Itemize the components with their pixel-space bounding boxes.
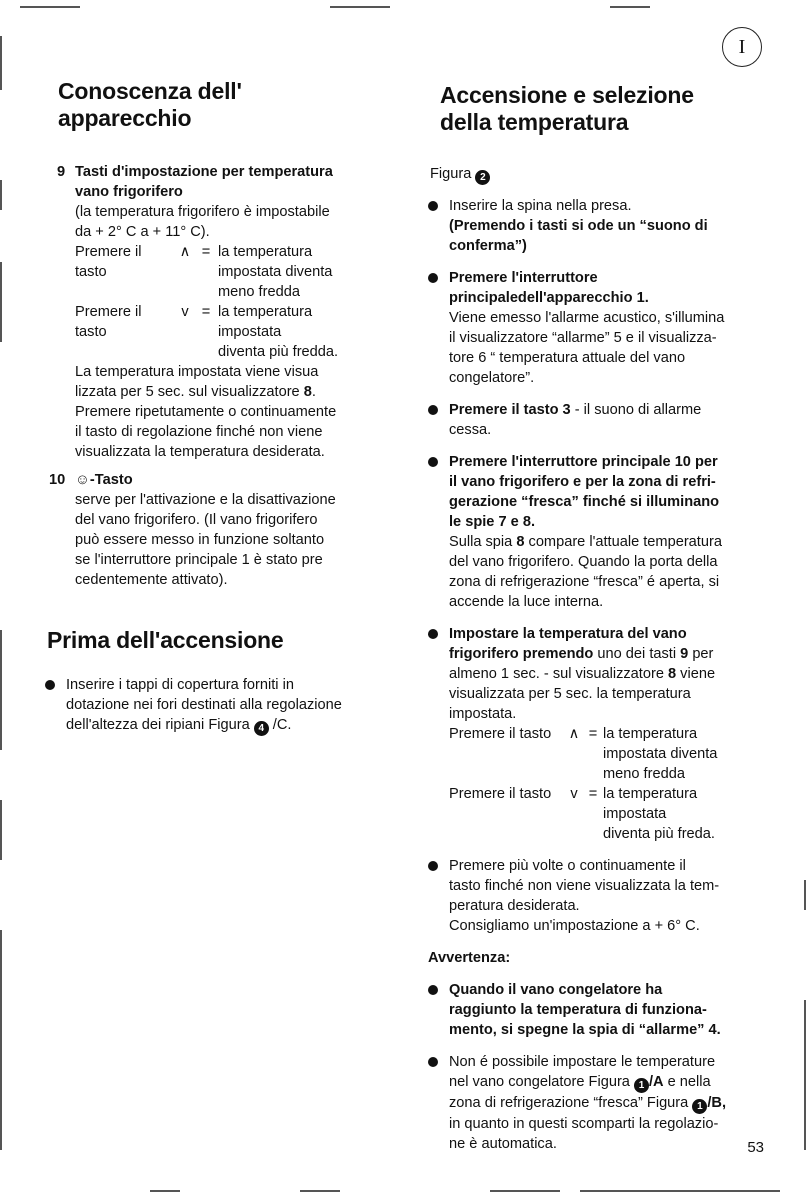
bullet-text: cessa. <box>449 422 492 438</box>
scan-edge-mark <box>0 630 2 750</box>
item-text: serve per l'attivazione e la disattivazione <box>75 492 336 508</box>
bullet-inserire-tappi <box>45 675 395 748</box>
bullet-text: Premere l'interruttore <box>449 270 598 286</box>
item-10 <box>49 470 399 590</box>
bullet-text: mento, si spegne la spia di “allarme” 4. <box>449 1022 721 1038</box>
bullet-text: zona di refrigerazione “fresca” é aperta, si <box>449 574 720 590</box>
item-title: Tasti d'impostazione per temperatura <box>75 164 333 180</box>
bullet-non-possibile <box>428 1052 773 1154</box>
bullet-icon <box>428 629 438 639</box>
result-text: la temperatura <box>603 726 698 742</box>
figure-number-icon: 4 <box>254 721 269 736</box>
item-text: se l'interruttore principale 1 è stato pre <box>75 552 323 568</box>
bullet-text: zona di refrigerazione “fresca” Figura 1 /B, <box>449 1095 726 1112</box>
bullet-impostare-temperatura <box>428 624 773 844</box>
bullet-text: Premere il tasto 3 - il suono di allarme <box>449 402 702 418</box>
press-down-row <box>449 784 773 844</box>
bullet-text: Premere più volte o continuamente il <box>449 858 686 874</box>
item-text: del vano frigorifero. (Il vano frigorifero <box>75 512 318 528</box>
bullet-text: del vano frigorifero. Quando la porta della <box>449 554 718 570</box>
bullet-text: (Premendo i tasti si ode un “suono di <box>449 218 708 234</box>
bullet-text: il visualizzatore “allarme” 5 e il visualizza- <box>449 330 717 346</box>
bullet-icon <box>428 1057 438 1067</box>
bullet-text: dotazione nei fori destinati alla regolazione <box>66 697 342 713</box>
item-text: visualizzata la temperatura desiderata. <box>75 444 325 460</box>
press-label: Premere il tasto <box>75 244 142 280</box>
item-text: cedentemente attivato). <box>75 572 228 588</box>
scan-edge-mark <box>20 6 80 8</box>
scan-edge-mark <box>804 1000 806 1150</box>
bullet-text: Consigliamo un'impostazione a + 6° C. <box>449 918 700 934</box>
item-number: 10 <box>49 472 66 488</box>
scan-edge-mark <box>0 800 2 860</box>
heading-line: della temperatura <box>440 109 629 135</box>
bullet-text: tore 6 “ temperatura attuale del vano <box>449 350 686 366</box>
result-text: meno fredda <box>218 284 300 300</box>
bullet-text: il vano frigorifero e per la zona di refri- <box>449 474 716 490</box>
press-down-row <box>75 302 397 362</box>
equals-sign: = <box>588 726 598 742</box>
bullet-text: frigorifero premendo uno dei tasti 9 per <box>449 646 714 662</box>
bullet-text: Viene emesso l'allarme acustico, s'illumina <box>449 310 725 326</box>
result-text: la temperatura <box>218 244 313 260</box>
bullet-text: accende la luce interna. <box>449 594 604 610</box>
down-key-icon: v <box>181 304 189 320</box>
bullet-premere-piu-volte <box>428 856 773 936</box>
heading-text: Prima dell'accensione <box>47 627 284 653</box>
result-text: meno fredda <box>603 766 685 782</box>
heading-line: apparecchio <box>58 105 192 131</box>
item-title: vano frigorifero <box>75 184 183 200</box>
bullet-text: visualizzata per 5 sec. la temperatura <box>449 686 691 702</box>
bullet-icon <box>45 680 55 690</box>
item-text: (la temperatura frigorifero è impostabile <box>75 204 330 220</box>
press-label: Premere il tasto <box>449 726 552 742</box>
figure-number-icon: 2 <box>475 170 490 185</box>
result-text: diventa più freda. <box>603 826 715 842</box>
figura-reference: Figura 2 <box>430 164 490 185</box>
equals-sign: = <box>588 786 598 802</box>
result-text: impostata diventa <box>603 746 718 762</box>
bullet-icon <box>428 457 438 467</box>
result-text: la temperatura <box>218 304 313 320</box>
up-key-icon: ∧ <box>179 244 191 260</box>
equals-sign: = <box>201 304 211 320</box>
scan-edge-mark <box>0 180 2 210</box>
down-key-icon: v <box>570 786 578 802</box>
result-text: la temperatura <box>603 786 698 802</box>
up-key-icon: ∧ <box>568 726 580 742</box>
bullet-text: conferma”) <box>449 238 527 254</box>
scan-edge-mark <box>610 6 650 8</box>
item-number: 9 <box>57 164 66 180</box>
result-text: impostata <box>603 806 667 822</box>
heading-line: Accensione e selezione <box>440 82 694 108</box>
bullet-text: dell'altezza dei ripiani Figura 4 /C. <box>66 717 292 734</box>
page-number: 53 <box>747 1139 764 1156</box>
bullet-spina <box>428 196 773 256</box>
scan-edge-mark <box>0 36 2 90</box>
item-text: il tasto di regolazione finché non viene <box>75 424 323 440</box>
item-text: da + 2° C a + 11° C). <box>75 224 210 240</box>
press-label: Premere il tasto <box>449 786 552 802</box>
result-text: impostata diventa <box>218 264 333 280</box>
bullet-text: in quanto in questi scomparti la regolazio- <box>449 1116 719 1132</box>
figure-number-icon: 1 <box>692 1099 707 1114</box>
bullet-text: Inserire i tappi di copertura forniti in <box>66 677 294 693</box>
right-bullets <box>428 196 773 1166</box>
bullet-text: raggiunto la temperatura di funziona- <box>449 1002 707 1018</box>
bullet-text: Non é possibile impostare le temperature <box>449 1054 716 1070</box>
scan-edge-mark <box>0 930 2 1150</box>
item-text: lizzata per 5 sec. sul visualizzatore 8. <box>75 384 316 400</box>
bullet-text: nel vano congelatore Figura 1 /A e nella <box>449 1074 711 1091</box>
item-text: La temperatura impostata viene visua <box>75 364 319 380</box>
bullet-icon <box>428 861 438 871</box>
bullet-icon <box>428 405 438 415</box>
equals-sign: = <box>201 244 211 260</box>
bullet-text: principaledell'apparecchio 1. <box>449 290 649 306</box>
scan-edge-mark <box>150 1190 180 1192</box>
result-text: diventa più fredda. <box>218 344 339 360</box>
heading-line: Conoscenza dell' <box>58 78 242 104</box>
scan-edge-mark <box>0 262 2 342</box>
bullet-text: ne è automatica. <box>449 1136 557 1152</box>
bullet-icon <box>428 985 438 995</box>
item-text: può essere messo in funzione soltanto <box>75 532 325 548</box>
heading-accensione <box>440 82 694 136</box>
scan-edge-mark <box>490 1190 560 1192</box>
item-text: Premere ripetutamente o continuamente <box>75 404 337 420</box>
item-title: ☺-Tasto <box>75 472 133 488</box>
bullet-text: impostata. <box>449 706 517 722</box>
bullet-text: almeno 1 sec. - sul visualizzatore 8 viene <box>449 666 716 682</box>
bullet-text: tasto finché non viene visualizzata la tem- <box>449 878 720 894</box>
result-text: impostata <box>218 324 282 340</box>
press-label: Premere il tasto <box>75 304 142 340</box>
figure-number-icon: 1 <box>634 1078 649 1093</box>
scan-edge-mark <box>300 1190 340 1192</box>
bullet-text: Quando il vano congelatore ha <box>449 982 663 998</box>
bullet-text: Impostare la temperatura del vano <box>449 626 687 642</box>
bullet-interruttore <box>428 268 773 388</box>
heading-prima-accensione <box>47 627 284 654</box>
bullet-icon <box>428 273 438 283</box>
bullet-congelatore-allarme <box>428 980 773 1040</box>
scan-edge-mark <box>580 1190 780 1192</box>
bullet-text: peratura desiderata. <box>449 898 580 914</box>
bullet-text: congelatore”. <box>449 370 535 386</box>
item-9 <box>57 162 397 462</box>
bullet-interruttore-10 <box>428 452 773 612</box>
bullet-text: Sulla spia 8 compare l'attuale temperatura <box>449 534 722 550</box>
press-up-row <box>75 242 397 302</box>
scan-edge-mark <box>330 6 390 8</box>
bullet-text: Premere l'interruttore principale 10 per <box>449 454 718 470</box>
scan-edge-mark <box>804 880 806 910</box>
language-badge: I <box>722 27 762 67</box>
bullet-text: Inserire la spina nella presa. <box>449 198 632 214</box>
bullet-tasto-3 <box>428 400 773 440</box>
warning-label: Avvertenza: <box>428 950 511 966</box>
heading-conoscenza <box>58 78 242 132</box>
press-up-row <box>449 724 773 784</box>
bullet-icon <box>428 201 438 211</box>
fridge-key-icon: ☺ <box>75 472 90 488</box>
bullet-text: le spie 7 e 8. <box>449 514 535 530</box>
bullet-text: gerazione “fresca” finché si illuminano <box>449 494 720 510</box>
